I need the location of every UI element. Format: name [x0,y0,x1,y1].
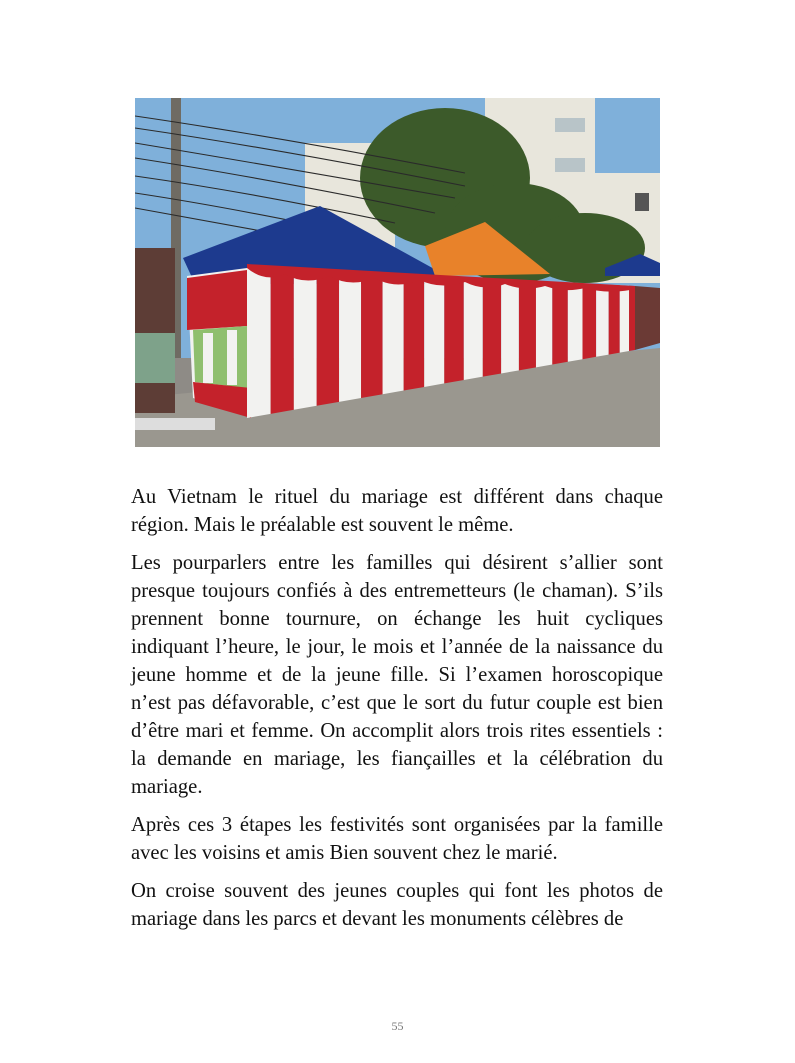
paragraph-1: Au Vietnam le rituel du mariage est différent dans chaque région. Mais le préalable est souvent le même. [131,486,663,536]
page-number: 55 [391,1019,404,1033]
wedding-tent-photo [135,98,660,447]
paragraph-4: On croise souvent des jeunes couples qui font les photos de mariage dans les parcs et devant les monuments célèbres de [131,880,663,930]
tent-wall-stripe [552,282,568,364]
tent-wall-stripe [317,271,339,406]
tent-wall-end [635,286,660,350]
tent-wall-stripe [339,272,361,402]
tent-wall-stripe [483,279,501,377]
paragraph-3: Après ces 3 étapes les festivités sont organisées par la famille avec les voisins et amis Bien souvent chez le marié. [131,814,663,864]
paragraph-2: Les pourparlers entre les familles qui désirent s’allier sont presque toujours confiés à des entremetteurs (le chaman). S’ils prennent bonne tournure, on échange les huit cycliques indiquant l’heure, le jour, le mois et l’année de la naissance du jeune homme et de la jeune fille. Si l’examen horoscopique n’est pas défavorable, c’est que le sort du futur couple est bien d’être mari et femme. On accomplit alors trois rites essentiels : la demande en mariage, les fiançailles et la célébration du mariage. [131,552,663,798]
tent-wall-stripe [519,281,536,371]
tent-wall-stripe [294,270,317,410]
tent-wall-stripe [620,285,629,352]
tent-wall-stripe [596,284,609,357]
tent-wall-stripe [444,277,464,383]
tent-wall-stripe [247,268,271,418]
tent-wall-stripe [501,280,519,374]
tent-wall-stripe [609,285,620,355]
tent-wall-stripe [568,283,583,362]
article-text [131,483,663,943]
tent-wall-stripe [629,286,635,351]
tent-wall-stripe [582,284,596,360]
tent-wall-stripe [383,274,404,394]
tent-wall-stripe [271,269,294,414]
tent-wall-stripe [424,276,444,387]
tent-wall-stripe [404,275,425,390]
tent-wall-stripe [536,281,552,367]
tent-wall-stripe [361,273,383,398]
tent-wall-stripe [464,278,483,380]
